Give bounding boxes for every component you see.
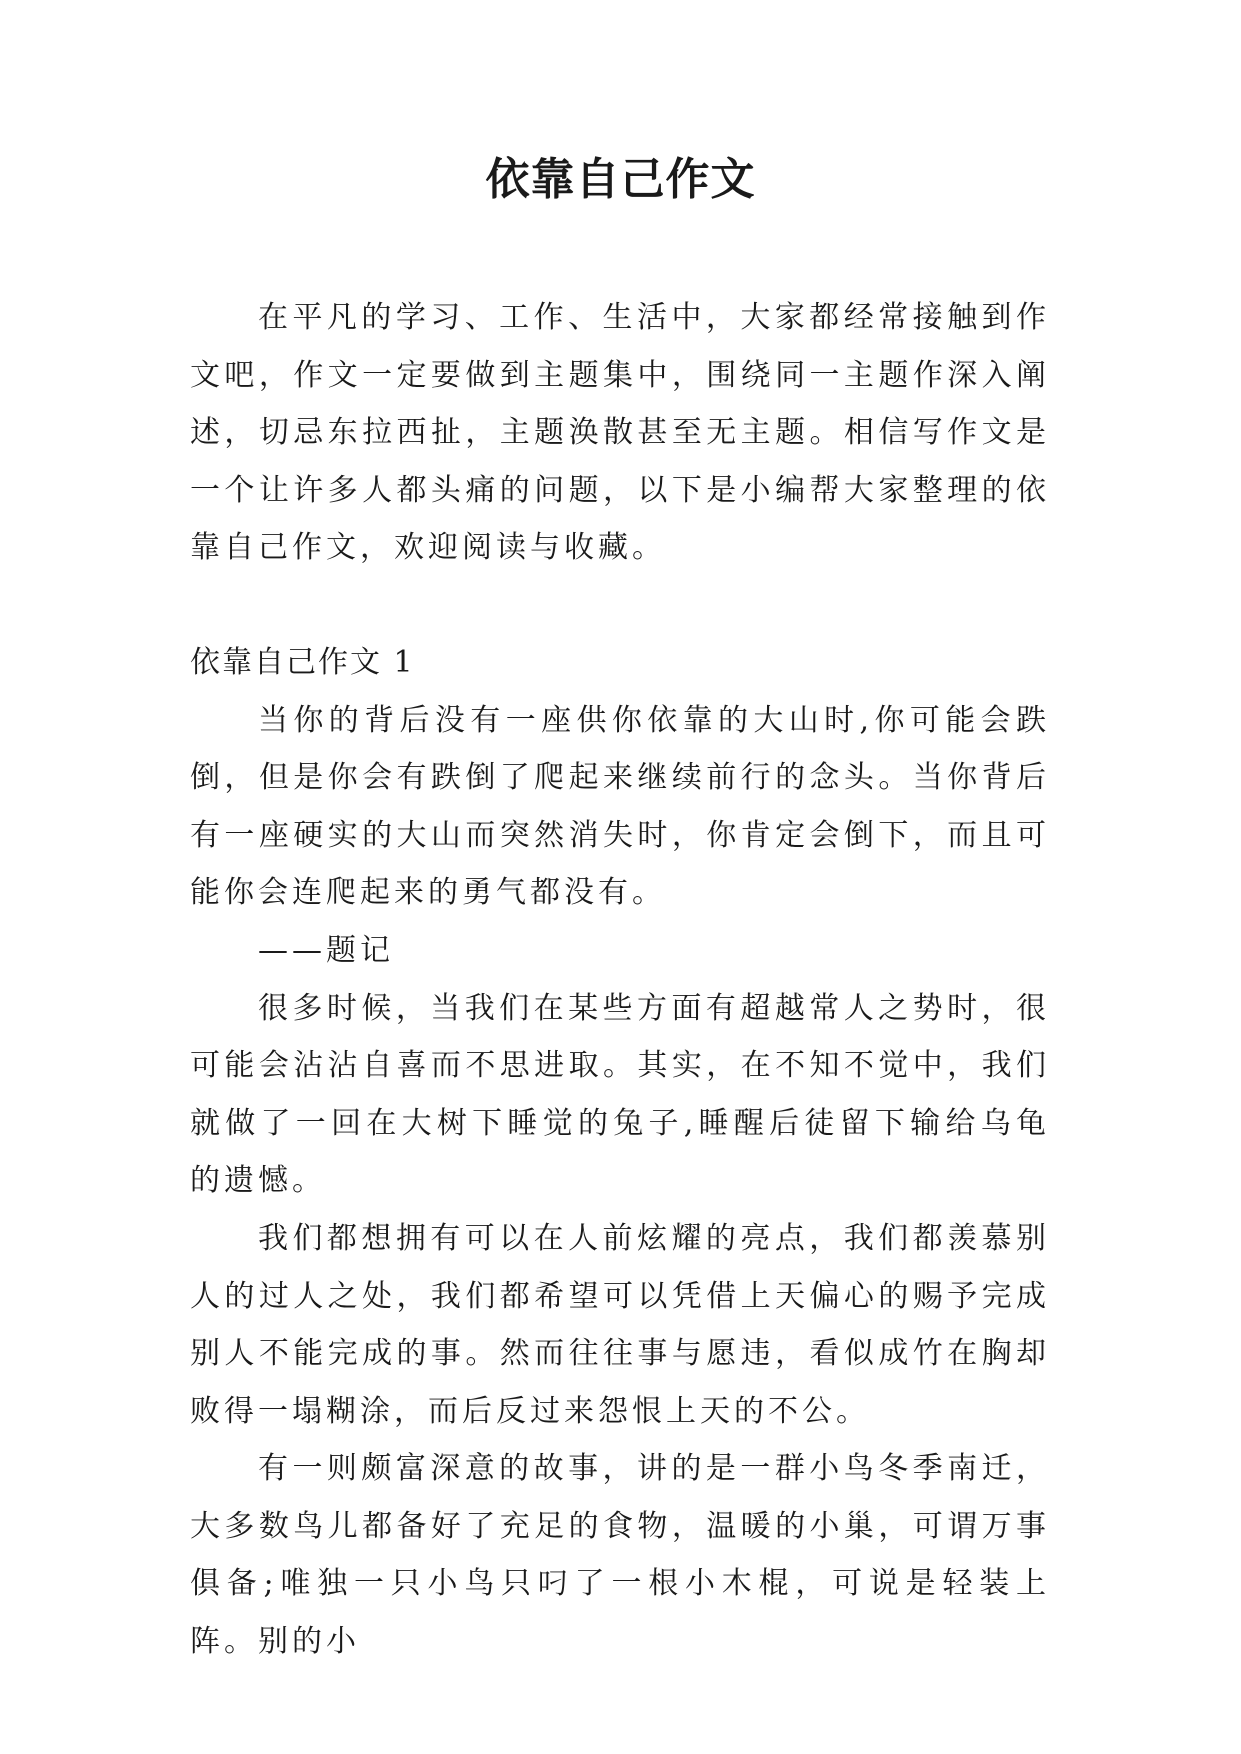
body-paragraph: 很多时候，当我们在某些方面有超越常人之势时，很可能会沾沾自喜而不思进取。其实，在不知不觉中，我们就做了一回在大树下睡觉的兔子,睡醒后徒留下输给乌龟的遗憾。 <box>190 990 1050 1199</box>
epigraph-attribution: ——题记 <box>258 932 394 968</box>
section-heading: 依靠自己作文 1 <box>190 644 415 680</box>
intro-paragraph: 在平凡的学习、工作、生活中，大家都经常接触到作文吧，作文一定要做到主题集中，围绕同一主题作深入阐述，切忌东拉西扯，主题涣散甚至无主题。相信写作文是一个让许多人都头痛的问题，以下是小编帮大家整理的依靠自己作文，欢迎阅读与收藏。 <box>190 300 1050 566</box>
body-paragraph: 有一则颇富深意的故事，讲的是一群小鸟冬季南迁，大多数鸟儿都备好了充足的食物，温暖的小巢，可谓万事俱备;唯独一只小鸟只叼了一根小木棍，可说是轻装上阵。别的小 <box>190 1451 1050 1660</box>
body-paragraph: 我们都想拥有可以在人前炫耀的亮点，我们都羡慕别人的过人之处，我们都希望可以凭借上天偏心的赐予完成别人不能完成的事。然而往往事与愿违，看似成竹在胸却败得一塌糊涂，而后反过来怨恨上天的不公。 <box>190 1220 1050 1429</box>
body-paragraph: 当你的背后没有一座供你依靠的大山时,你可能会跌倒，但是你会有跌倒了爬起来继续前行的念头。当你背后有一座硬实的大山而突然消失时，你肯定会倒下，而且可能你会连爬起来的勇气都没有。 <box>190 702 1050 911</box>
document-body <box>190 289 1050 1671</box>
document-title: 依靠自己作文 <box>485 154 756 205</box>
